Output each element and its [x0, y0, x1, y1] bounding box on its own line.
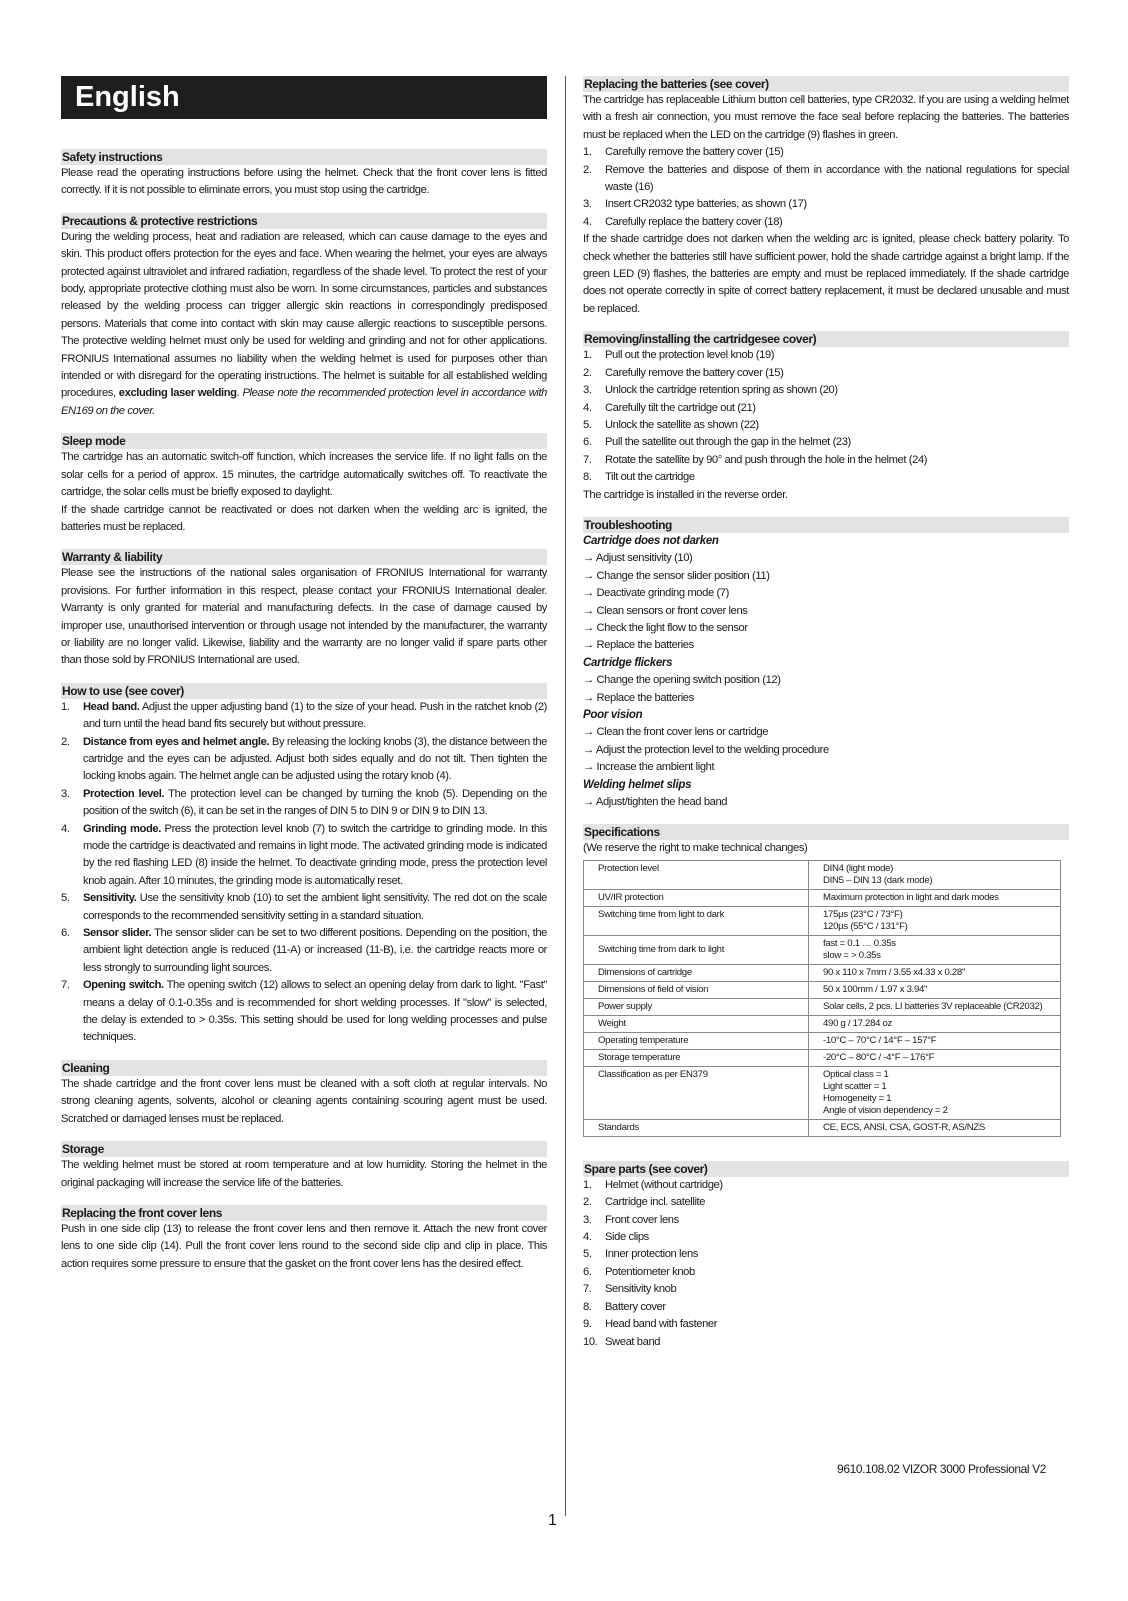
section-text: If the shade cartridge cannot be reactivated or does not darken when the welding arc is ignited, the batteries must be replaced. [61, 503, 547, 533]
table-row: Switching time from dark to light fast = 0.1 … 0.35s slow = > 0.35s [584, 935, 1061, 964]
battery-steps-list [583, 144, 1069, 231]
trouble-item: → Change the opening switch position (12) [583, 674, 781, 687]
table-row: Operating temperature -10°C – 70°C / 14°F – 157°F [584, 1032, 1061, 1049]
list-item: 1. Helmet (without cartridge) [583, 1178, 723, 1191]
italic-note: Please note the recommended protection level in accordance with EN169 on the cover. [61, 387, 547, 417]
list-item: 10. Sweat band [583, 1335, 661, 1348]
section-heading: Precautions & protective restrictions [61, 213, 547, 229]
trouble-item: → Adjust the protection level to the welding procedure [583, 743, 829, 756]
trouble-subheading: Cartridge flickers [583, 656, 673, 669]
section-precautions [61, 213, 547, 420]
list-item: 1. Pull out the protection level knob (19) [583, 349, 775, 362]
document-id: 9610.108.02 VIZOR 3000 Professional V2 [837, 1462, 1046, 1476]
language-title: English [61, 76, 547, 119]
list-item: 8. Battery cover [583, 1300, 666, 1313]
section-heading: Spare parts (see cover) [583, 1161, 1069, 1177]
table-row: UV/IR protection Maximum protection in light and dark modes [584, 889, 1061, 906]
spec-note: (We reserve the right to make technical changes) [583, 842, 808, 855]
section-sleep-mode [61, 433, 547, 536]
section-heading: Storage [61, 1141, 547, 1157]
section-text: The cartridge has replaceable Lithium button cell batteries, type CR2032. If you are using a welding helmet with a fresh air connection, you must remove the face seal before replacing the batteries. The batteries must be replaced when the LED on the cartridge (9) flashes in green. [583, 94, 1069, 141]
list-item: 5. Sensitivity. Use the sensitivity knob (10) to set the ambient light sensitivity. The red dot on the scale corresponds to the recommended sensitivity setting in a standard situation. [61, 892, 547, 922]
list-item: 5. Inner protection lens [583, 1248, 698, 1261]
list-item: 4. Side clips [583, 1231, 649, 1244]
section-text: If the shade cartridge does not darken when the welding arc is ignited, please check battery polarity. To check whether the batteries still have sufficient power, hold the shade cartridge against a bright lamp. If the green LED (9) flashes, the batteries are empty and must be replaced immediately. If the shade cartridge does not operate correctly in spite of correct battery replacement, it must be declared unusable and must be replaced. [583, 233, 1069, 315]
section-text: The cartridge has an automatic switch-off function, which increases the service life. If no light falls on the solar cells for a period of approx. 15 minutes, the cartridge automatically switches off. To reactivate the cartridge, the solar cells must be briefly exposed to daylight. [61, 451, 547, 499]
list-item: 2. Distance from eyes and helmet angle. By releasing the locking knobs (3), the distance between the cartridge and the eyes can be adjusted. Adjust both sides equally and do not tilt. Then tighten the locking knobs again. The helmet angle can be adjusted using the rotary knob (4). [61, 735, 547, 783]
section-heading: Specifications [583, 824, 1069, 840]
table-row: Standards CE, ECS, ANSI, CSA, GOST-R, AS/NZS [584, 1119, 1061, 1136]
list-item: 1. Carefully remove the battery cover (15) [583, 146, 784, 159]
list-item: 3. Protection level. The protection level can be changed by turning the knob (5). Depending on the position of the switch (6), it can be set in the ranges of DIN 5 to DIN 9 or DIN 9 to DIN 13. [61, 787, 547, 818]
section-replacing-batteries [583, 76, 1069, 318]
section-heading: How to use (see cover) [61, 683, 547, 699]
list-item: 2. Carefully remove the battery cover (15) [583, 366, 784, 379]
list-item: 2. Cartridge incl. satellite [583, 1196, 706, 1209]
section-front-cover-lens [61, 1205, 547, 1273]
section-warranty [61, 549, 547, 669]
list-item: 6. Potentiometer knob [583, 1265, 695, 1278]
section-storage [61, 1141, 547, 1192]
list-item: 3. Front cover lens [583, 1213, 679, 1226]
trouble-subheading: Poor vision [583, 709, 643, 721]
section-heading: Troubleshooting [583, 517, 1069, 533]
section-text: Please see the instructions of the national sales organisation of FRONIUS International for warranty provisions. For further information in this respect, please contact your FRONIUS International dealer. Warranty is only granted for material and manufacturing defects. In the case of damage caused by improper use, unauthorised intervention or through usage not intended by the manufacturer, the warranty or liability are no longer valid. Likewise, liability and the warranty are no longer valid if spare parts other than those sold by FRONIUS International are used. [61, 567, 547, 667]
trouble-item: → Deactivate grinding mode (7) [583, 587, 729, 600]
table-row: Dimensions of cartridge 90 x 110 x 7mm / 3.55 x4.33 x 0.28" [584, 964, 1061, 981]
section-text: The shade cartridge and the front cover lens must be cleaned with a soft cloth at regular intervals. No strong cleaning agents, solvents, alcohol or cleaning agents containing scouring agent must be used. Scratched or damaged lenses must be replaced. [61, 1077, 547, 1125]
list-item: 7. Sensitivity knob [583, 1283, 677, 1296]
how-to-list [61, 699, 547, 1047]
table-row: Storage temperature -20°C – 80°C / -4°F – 176°F [584, 1049, 1061, 1066]
section-removing-cartridge [583, 331, 1069, 504]
trouble-subheading: Cartridge does not darken [583, 534, 719, 547]
trouble-item: → Replace the batteries [583, 639, 694, 652]
section-troubleshooting [583, 517, 1069, 812]
trouble-item: → Check the light flow to the sensor [583, 621, 748, 634]
section-heading: Removing/installing the cartridgesee cover) [583, 331, 1069, 347]
bold-emphasis: excluding laser welding [118, 387, 237, 400]
table-row: Dimensions of field of vision 50 x 100mm / 1.97 x 3.94" [584, 981, 1061, 998]
section-heading: Safety instructions [61, 149, 547, 165]
section-text: Push in one side clip (13) to release the front cover lens and then remove it. Attach the new front cover lens to one side clip (14). Pull the front cover lens round to the second side clip and clip in place. This action requires some pressure to ensure that the gasket on the front cover lens has the desired effect. [61, 1222, 547, 1270]
trouble-item: → Adjust sensitivity (10) [583, 552, 693, 565]
list-item: 4. Grinding mode. Press the protection level knob (7) to switch the cartridge to grinding mode. In this mode the cartridge is deactivated and remains in light mode. The activated grinding mode is indicated by the red flashing LED (8) inside the helmet. To deactivate grinding mode, press the protection level knob again. After 10 minutes, the grinding mode is automatically reset. [61, 822, 547, 887]
spare-parts-list [583, 1177, 1069, 1351]
trouble-item: → Adjust/tighten the head band [583, 796, 728, 809]
trouble-item: → Replace the batteries [583, 691, 694, 704]
list-item: 4. Carefully replace the battery cover (18) [583, 215, 783, 228]
left-column [61, 76, 547, 1286]
removing-steps-list [583, 347, 1069, 486]
list-item: 7. Rotate the satellite by 90° and push through the hole in the helmet (24) [583, 453, 928, 466]
trouble-item: → Increase the ambient light [583, 761, 715, 774]
section-spare-parts [583, 1161, 1069, 1351]
section-heading: Warranty & liability [61, 549, 547, 565]
section-heading: Replacing the batteries (see cover) [583, 76, 1069, 92]
section-heading: Sleep mode [61, 433, 547, 449]
section-heading: Replacing the front cover lens [61, 1205, 547, 1221]
list-item: 3. Unlock the cartridge retention spring as shown (20) [583, 384, 838, 397]
section-text: The welding helmet must be stored at room temperature and at low humidity. Storing the helmet in the original packaging will increase the service life of the batteries. [61, 1159, 547, 1189]
section-specifications [583, 824, 1069, 1136]
spec-table [583, 860, 1061, 1137]
table-row: Power supply Solar cells, 2 pcs. LI batteries 3V replaceable (CR2032) [584, 998, 1061, 1015]
table-row: Classification as per EN379 Optical class = 1 Light scatter = 1 Homogeneity = 1 Angle of vision dependency = 2 [584, 1066, 1061, 1119]
list-item: 6. Sensor slider. The sensor slider can be set to two different positions. Depending on the position, the ambient light detection angle is reduced (11-A) or increased (11-B), i.e. the cartridge reacts more or less strongly to surrounding light sources. [61, 927, 548, 974]
list-item: 8. Tilt out the cartridge [583, 471, 695, 484]
list-item: 2. Remove the batteries and dispose of them in accordance with the national regulations for special waste (16) [583, 163, 1069, 194]
list-item: 5. Unlock the satellite as shown (22) [583, 418, 759, 431]
list-item: 1. Head band. Adjust the upper adjusting band (1) to the size of your head. Push in the ratchet knob (2) and turn until the head band fits securely but without pressure. [61, 700, 547, 731]
section-text: During the welding process, heat and radiation are released, which can cause damage to the eyes and skin. This product offers protection for the eyes and face. When wearing the helmet, your eyes are always protected against ultraviolet and infrared radiation, regardless of the shade level. To protect the rest of your body, appropriate protective clothing must also be worn. In some circumstances, particles and substances released by the welding process can trigger allergic skin reactions in correspondingly predisposed persons. Materials that come into contact with skin may cause allergic reactions to susceptible persons. The protective welding helmet must only be used for welding and grinding and not for other applications. FRONIUS International assumes no liability when the welding helmet is used for purposes other than intended or with disregard for the operating instructions. The helmet is suitable for all established welding procedures, excluding laser welding. Please note the recommended protection level in accordance with EN169 on the cover. [61, 230, 547, 417]
list-item: 6. Pull the satellite out through the gap in the helmet (23) [583, 436, 851, 449]
page-number: 1 [548, 1512, 557, 1529]
trouble-item: → Clean the front cover lens or cartridge [583, 726, 769, 739]
list-item: 3. Insert CR2032 type batteries, as shown (17) [583, 198, 807, 211]
trouble-item: → Change the sensor slider position (11) [583, 569, 770, 582]
right-column [583, 76, 1069, 1364]
table-row: Protection level DIN4 (light mode) DIN5 – DIN 13 (dark mode) [584, 860, 1061, 889]
section-how-to-use [61, 683, 547, 1047]
list-item: 9. Head band with fastener [583, 1318, 718, 1331]
section-cleaning [61, 1060, 547, 1128]
section-text: The cartridge is installed in the reverse order. [583, 488, 788, 501]
section-heading: Cleaning [61, 1060, 547, 1076]
section-safety [61, 149, 547, 200]
section-text: Please read the operating instructions before using the helmet. Check that the front cover lens is fitted correctly. If it is not possible to eliminate errors, you must stop using the cartridge. [61, 167, 547, 197]
list-item: 7. Opening switch. The opening switch (12) allows to select an opening delay from dark to light. "Fast" means a delay of 0.1-0.35s and is recommended for short welding processes. If "slow" is selected, the delay is extended to > 0.35s. This setting should be used for long welding processes and pulse techniques. [61, 979, 547, 1044]
column-divider [565, 76, 566, 1516]
table-row: Weight 490 g / 17.284 oz [584, 1015, 1061, 1032]
table-row: Switching time from light to dark 175µs (23°C / 73°F) 120µs (55°C / 131°F) [584, 906, 1061, 935]
trouble-subheading: Welding helmet slips [583, 778, 692, 791]
trouble-item: → Clean sensors or front cover lens [583, 604, 748, 617]
list-item: 4. Carefully tilt the cartridge out (21) [583, 401, 756, 414]
